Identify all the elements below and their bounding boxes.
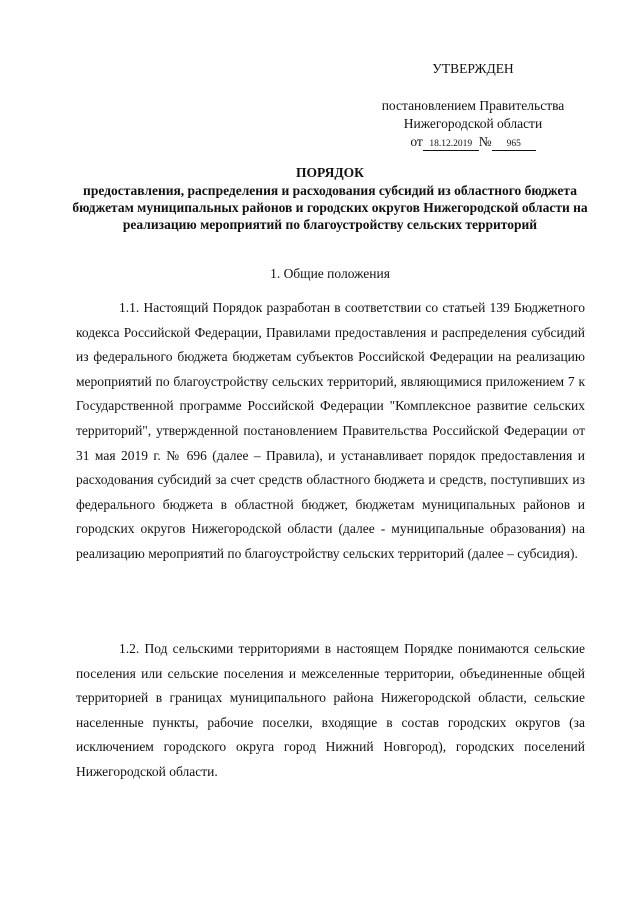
date-prefix: от xyxy=(410,134,423,149)
section-heading: 1. Общие положения xyxy=(270,266,390,281)
decree-date: 18.12.2019 xyxy=(423,138,479,151)
paragraph-1-1: 1.1. Настоящий Порядок разработан в соответствии со статьей 139 Бюджетного кодекса Российской Федерации, Правилами предоставления и распределения субсидий из федерального бюджета бюджетам субъектов Российской Федерации на реализацию мероприятий по благоустройству сельских территорий, являющимися приложением 7 к Государственной программе Российской Федерации "Комплексное развитие сельских территорий", утвержденной постановлением Правительства Российской Федерации от 31 мая 2019 г. № 696 (далее – Правила), и устанавливает порядок предоставления и расходования субсидий за счет средств областного бюджета и средств, поступивших из федерального бюджета в областной бюджет, бюджетам муниципальных районов и городских округов Нижегородской области (далее - муниципальные образования) на реализацию мероприятий по благоустройству сельских территорий (далее – субсидия). xyxy=(76,300,585,561)
approval-line-2: Нижегородской области xyxy=(403,116,543,131)
approval-heading: УТВЕРЖДЕН xyxy=(432,61,514,76)
document-subtitle: предоставления, распределения и расходования субсидий из областного бюджета бюджетам муниципальных районов и городских округов Нижегородской области на реализацию мероприятий по благоустройству сельских территорий xyxy=(72,183,588,232)
approval-line-1: постановлением Правительства xyxy=(381,98,565,113)
approval-date-line xyxy=(368,133,578,151)
document-title: ПОРЯДОК xyxy=(296,165,364,180)
number-label: № xyxy=(478,134,492,149)
paragraph-1-2: 1.2. Под сельскими территориями в настоящем Порядке понимаются сельские поселения или сельские поселения и межселенные территории, объединенные общей территорией в границах муниципального района Нижегородской области, сельские населенные пункты, рабочие поселки, входящие в состав городских округов (за исключением городского округа город Нижний Новгород), городских поселений Нижегородской области. xyxy=(76,641,585,779)
decree-number: 965 xyxy=(492,138,536,151)
